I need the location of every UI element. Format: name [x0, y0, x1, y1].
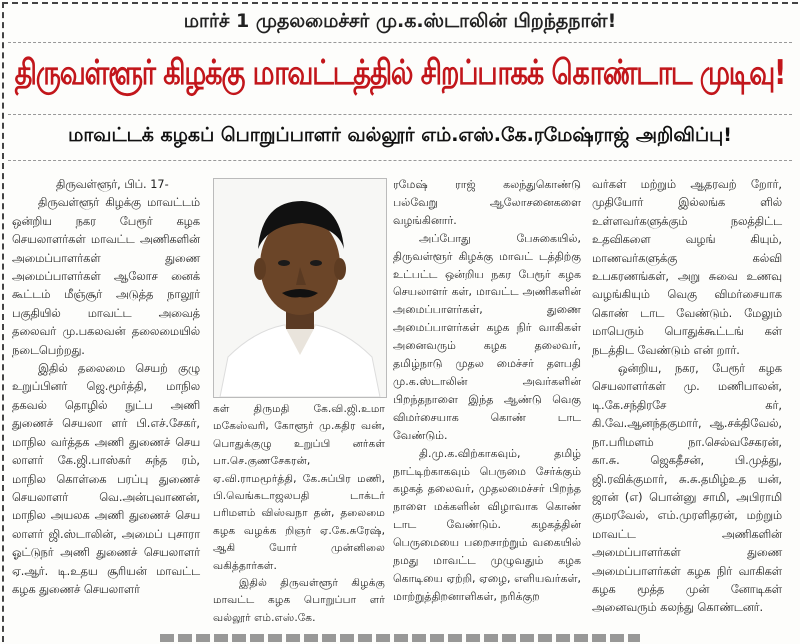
column-3 [393, 176, 581, 606]
paragraph: இதில் திருவள்ளூர் கிழக்கு மாவட்ட கழக பொறுப்பா ளர் வல்லூர் எம்.எஸ்.கே. [213, 576, 385, 624]
column-4 [592, 176, 782, 618]
article-subhead: மாவட்டக் கழகப் பொறுப்பாளர் வல்லூர் எம்.எஸ்.கே.ரமேஷ்ராஜ் அறிவிப்பு! [68, 124, 732, 146]
dateline: திருவள்ளூர், பிப். 17- [56, 178, 169, 191]
divider [8, 160, 792, 161]
paragraph: இதில் தலைமை செயற் குழு உறுப்பினர் ஜெ.மூர்த்தி, மாநில தகவல் தொழில் நுட்ப அணி துணைச் செயலா ளர் பி.எச்.சேகர், மாநில வர்த்தக அணி துணைச் செய லாளர் கே.ஜி.பாஸ்கர் சுந்த ரம், மாநில கொள்கை பரப்பு துணைச் செயலாளர் வெ.அன்புவாணன், மாநில அயலக அணி துணைச் செய லாளர் ஜி.ஸ்டாலின், அமைப் புசாரா ஓட்டுநர் அணி துணைச் செயலாளர் ஏ.ஆர். டி.உதய சூரியன் மாவட்ட கழக துணைச் செயலாளர் [12, 362, 200, 596]
paragraph: ரமேஷ் ராஜ் கலந்துகொண்டு பல்வேறு ஆலோசனைகளை வழங்கினார். [393, 178, 581, 227]
column-1 [12, 176, 200, 599]
article-headline: திருவள்ளூர் கிழக்கு மாவட்டத்தில் சிறப்பாகக் கொண்டாட முடிவு! [14, 54, 786, 93]
divider [8, 114, 792, 115]
paragraph: ஒன்றிய, நகர, பேரூர் கழக செயலாளர்கள் மு. மணிபாலன், டி.கே.சந்திரசே கர், கி.வே.ஆனந்தகுமார், ஆ.சக்திவேல், நா.பரிமளம் நா.செல்வசேகரன், கா.சு. ஜெகதீசன், பி.முத்து, ஜி.ரவிக்குமார், சு.சு.தமிழ்உத யன், ஜான் (எ) பொன்னு சாமி, அபிராமி குமரவேல், எம்.முரளிதரன், மற்றும் மாவட்ட அணிகளின் அமைப்பாளர்கள் துணை அமைப்பாளர்கள் கழக நிர் வாகிகள் கழக மூத்த முன் னோடிகள் அனைவரும் கலந்து கொண்டனர். [592, 362, 782, 615]
divider [8, 42, 792, 43]
paragraph: தி.மு.க.விற்காகவும், தமிழ் நாட்டிற்காகவும் பெருமை சேர்க்கும் கழகத் தலைவர், முதலமைச்சர் பிறந்த நாளை மக்களின் விழாவாக கொண் டாட வேண்டும். கழகத்தின் பெருமையை பறைசாற்றும் வகையில் நமது மாவட்ட முழுவதும் கழக கொடியை ஏற்றி, ஏழை, எளியவர்கள், மாற்றுத்திறனாளிகள், நரிக்குற [393, 446, 581, 603]
article-kicker: மார்ச் 1 முதலமைச்சர் மு.க.ஸ்டாலின் பிறந்தநாள்! [183, 10, 617, 32]
portrait-photo [213, 178, 387, 398]
paragraph: கள் திருமதி கே.வி.ஜி.உமா மகேஸ்வரி, கோளூர் மு.கதிர வன், பொதுக்குழு உறுப்பி னர்கள் பா.செ.குணசேகரன், ஏ.வி.ராமமூர்த்தி, கே.சுப்பிர மணி, பி.வெங்கடாஜலபதி டாக்டர் பரிமளம் விஸ்வநா தன், தலைமை கழக வழக்க றிஞர் ஏ.கே.சுரேஷ், ஆகி யோர் முன்னிலை வகித்தார்கள். [213, 402, 385, 572]
column-2 [213, 400, 385, 626]
paragraph: அப்போது பேசுகையில், திருவள்ளூர் கிழக்கு மாவட் டத்திற்கு உட்பட்ட ஒன்றிய நகர பேரூர் கழக செயலாளர் கள், மாவட்ட அணிகளின் அமைப்பாளர்கள், துணை அமைப்பாளர்கள் கழக நிர் வாகிகள் அனைவரும் கழக தலைவர், தமிழ்நாடு முதல மைச்சர் தளபதி மு.க.ஸ்டாலின் அவர்களின் பிறந்தநாளை இந்த ஆண்டு வெகு விமர்சையாக கொண் டாட வேண்டும். [393, 231, 581, 442]
portrait-image [214, 179, 386, 397]
paragraph: திருவள்ளூர் கிழக்கு மாவட்டம் ஒன்றிய நகர பேரூர் கழக செயலாளர்கள் மாவட்ட அணிகளின் அமைப்பாளர்கள் துணை அமைப்பாளர்கள் ஆலோச னைக் கூட்டம் மீஞ்சூர் அடுத்த நாலூர் பகுதியில் மாவட்ட அவைத் தலைவர் மு.பகலவன் தலைமையில் நடைபெற்றது. [12, 196, 200, 357]
paragraph: வர்கள் மற்றும் ஆதரவற் றோர், முதியோர் இல்லங்க ளில் உள்ளவர்களுக்கும் நலத்திட்ட உதவிகளை வழங் கியும், மாணவர்களுக்கு கல்வி உபகரணங்கள், அறு சுவை உணவு வழங்கியும் வெகு விமர்சையாக கொண் டாட வேண்டும். மேலும் மாபெரும் பொதுக்கூட்டங் கள் நடத்திட வேண்டும் என் றார். [592, 178, 782, 357]
next-article-cutoff [0, 632, 800, 644]
